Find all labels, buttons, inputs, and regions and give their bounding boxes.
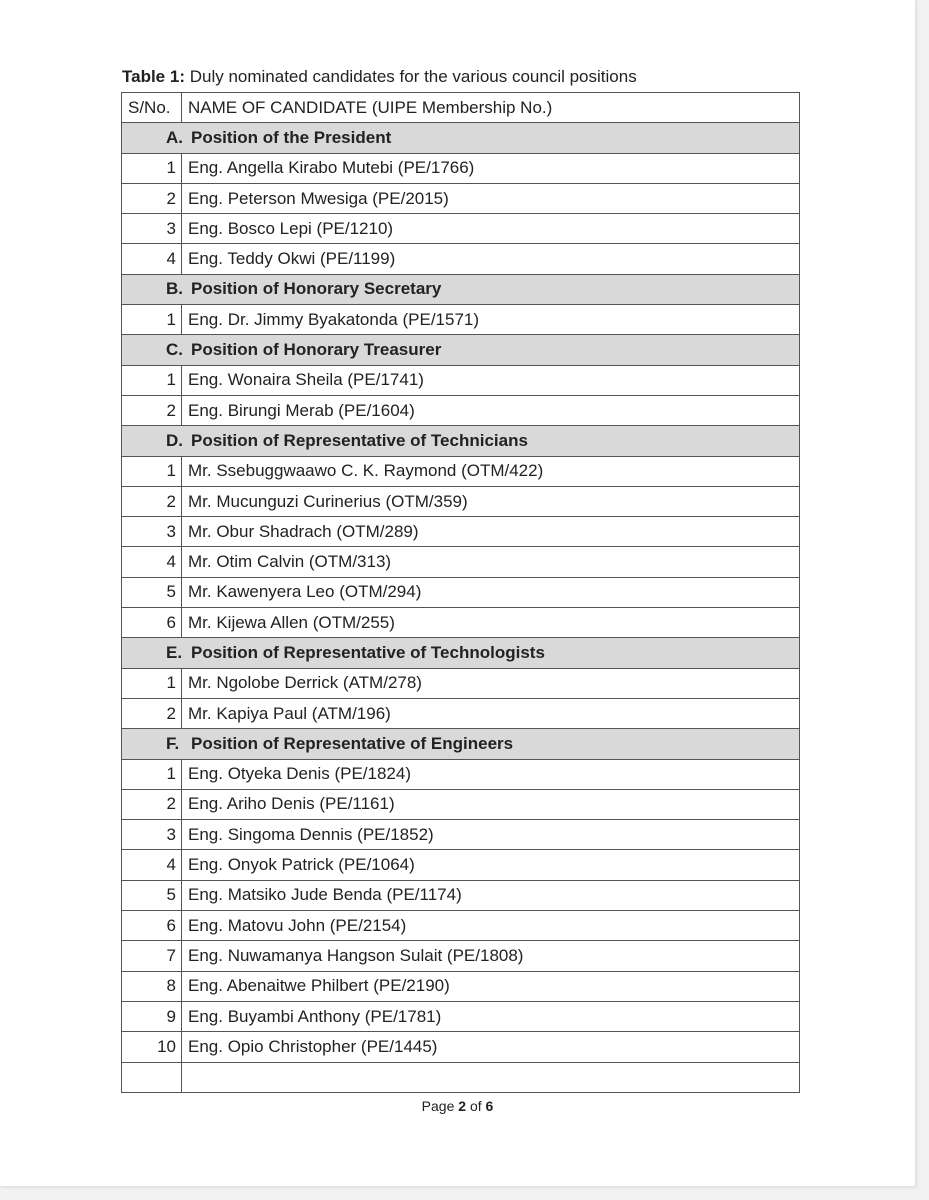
section-title — [122, 729, 800, 759]
table-row — [122, 820, 800, 850]
row-sno: 1 — [122, 153, 182, 183]
row-candidate-name: Eng. Bosco Lepi (PE/1210) — [182, 214, 800, 244]
row-sno: 3 — [122, 214, 182, 244]
row-sno: 10 — [122, 1032, 182, 1062]
row-candidate-name: Eng. Matovu John (PE/2154) — [182, 911, 800, 941]
row-candidate-name: Eng. Otyeka Denis (PE/1824) — [182, 759, 800, 789]
row-sno: 4 — [122, 244, 182, 274]
row-candidate-name: Mr. Mucunguzi Curinerius (OTM/359) — [182, 486, 800, 516]
table-row — [122, 698, 800, 728]
section-letter: F. — [166, 733, 180, 753]
section-header-row — [122, 274, 800, 304]
table-row — [122, 365, 800, 395]
row-sno: 6 — [122, 608, 182, 638]
candidates-table — [121, 92, 800, 1093]
header-sno: S/No. — [122, 93, 182, 123]
row-sno: 1 — [122, 365, 182, 395]
section-title-text: Position of Honorary Secretary — [191, 279, 442, 299]
table-row — [122, 1032, 800, 1062]
row-sno: 5 — [122, 880, 182, 910]
row-candidate-name: Mr. Kawenyera Leo (OTM/294) — [182, 577, 800, 607]
table-row — [122, 759, 800, 789]
row-sno: 3 — [122, 820, 182, 850]
empty-cell — [122, 1062, 182, 1092]
row-sno: 2 — [122, 183, 182, 213]
table-row — [122, 789, 800, 819]
row-sno: 2 — [122, 698, 182, 728]
row-candidate-name: Mr. Otim Calvin (OTM/313) — [182, 547, 800, 577]
section-title — [122, 426, 800, 456]
row-candidate-name: Eng. Ariho Denis (PE/1161) — [182, 789, 800, 819]
section-letter: D. — [166, 430, 183, 450]
caption-text: Duly nominated candidates for the various council positions — [189, 67, 637, 86]
section-header-row — [122, 426, 800, 456]
section-letter: C. — [166, 340, 183, 360]
row-sno: 2 — [122, 395, 182, 425]
section-header-row — [122, 123, 800, 153]
row-sno: 7 — [122, 941, 182, 971]
section-title — [122, 123, 800, 153]
row-sno: 9 — [122, 1001, 182, 1031]
section-title-text: Position of Honorary Treasurer — [191, 340, 442, 360]
table-row — [122, 608, 800, 638]
row-sno: 1 — [122, 456, 182, 486]
section-letter: A. — [166, 127, 183, 147]
section-header-row — [122, 729, 800, 759]
row-candidate-name: Eng. Matsiko Jude Benda (PE/1174) — [182, 880, 800, 910]
table-row — [122, 577, 800, 607]
row-sno: 8 — [122, 971, 182, 1001]
row-sno: 5 — [122, 577, 182, 607]
row-candidate-name: Eng. Abenaitwe Philbert (PE/2190) — [182, 971, 800, 1001]
section-header-row — [122, 638, 800, 668]
row-sno: 6 — [122, 911, 182, 941]
table-row — [122, 971, 800, 1001]
table-row — [122, 850, 800, 880]
row-candidate-name: Eng. Angella Kirabo Mutebi (PE/1766) — [182, 153, 800, 183]
table-header-row — [122, 93, 800, 123]
table-row — [122, 880, 800, 910]
table-row — [122, 941, 800, 971]
table-row — [122, 456, 800, 486]
row-sno: 2 — [122, 486, 182, 516]
footer-current-page: 2 — [458, 1098, 467, 1114]
footer-prefix: Page — [421, 1098, 455, 1114]
row-candidate-name: Eng. Teddy Okwi (PE/1199) — [182, 244, 800, 274]
row-candidate-name: Eng. Dr. Jimmy Byakatonda (PE/1571) — [182, 305, 800, 335]
empty-cell — [182, 1062, 800, 1092]
row-candidate-name: Mr. Ssebuggwaawo C. K. Raymond (OTM/422) — [182, 456, 800, 486]
row-candidate-name: Mr. Ngolobe Derrick (ATM/278) — [182, 668, 800, 698]
row-candidate-name: Eng. Singoma Dennis (PE/1852) — [182, 820, 800, 850]
section-header-row — [122, 335, 800, 365]
row-candidate-name: Mr. Kapiya Paul (ATM/196) — [182, 698, 800, 728]
section-title — [122, 335, 800, 365]
row-sno: 1 — [122, 305, 182, 335]
row-sno: 4 — [122, 850, 182, 880]
table-row — [122, 486, 800, 516]
candidates-table-body — [122, 93, 800, 1093]
section-letter: E. — [166, 642, 183, 662]
table-row — [122, 395, 800, 425]
row-sno: 3 — [122, 517, 182, 547]
section-title-text: Position of the President — [191, 127, 392, 147]
table-row — [122, 153, 800, 183]
row-candidate-name: Eng. Birungi Merab (PE/1604) — [182, 395, 800, 425]
row-candidate-name: Mr. Kijewa Allen (OTM/255) — [182, 608, 800, 638]
section-title-text: Position of Representative of Technologists — [191, 642, 545, 662]
row-candidate-name: Eng. Buyambi Anthony (PE/1781) — [182, 1001, 800, 1031]
table-row — [122, 547, 800, 577]
section-title — [122, 274, 800, 304]
page-footer — [0, 1098, 915, 1114]
table-row — [122, 911, 800, 941]
row-candidate-name: Mr. Obur Shadrach (OTM/289) — [182, 517, 800, 547]
footer-separator: of — [469, 1098, 482, 1114]
section-title-text: Position of Representative of Engineers — [191, 733, 514, 753]
section-letter: B. — [166, 279, 183, 299]
table-row — [122, 244, 800, 274]
footer-total-pages: 6 — [485, 1098, 494, 1114]
table-row — [122, 517, 800, 547]
empty-row — [122, 1062, 800, 1092]
row-candidate-name: Eng. Peterson Mwesiga (PE/2015) — [182, 183, 800, 213]
row-candidate-name: Eng. Onyok Patrick (PE/1064) — [182, 850, 800, 880]
table-row — [122, 668, 800, 698]
row-sno: 2 — [122, 789, 182, 819]
row-candidate-name: Eng. Nuwamanya Hangson Sulait (PE/1808) — [182, 941, 800, 971]
section-title-text: Position of Representative of Technicians — [191, 430, 528, 450]
row-sno: 1 — [122, 759, 182, 789]
table-row — [122, 1001, 800, 1031]
row-sno: 1 — [122, 668, 182, 698]
table-row — [122, 183, 800, 213]
caption-label: Table 1: — [122, 67, 185, 86]
table-row — [122, 214, 800, 244]
header-name: NAME OF CANDIDATE (UIPE Membership No.) — [182, 93, 800, 123]
section-title — [122, 638, 800, 668]
row-sno: 4 — [122, 547, 182, 577]
row-candidate-name: Eng. Wonaira Sheila (PE/1741) — [182, 365, 800, 395]
row-candidate-name: Eng. Opio Christopher (PE/1445) — [182, 1032, 800, 1062]
table-caption — [122, 66, 637, 88]
table-row — [122, 305, 800, 335]
